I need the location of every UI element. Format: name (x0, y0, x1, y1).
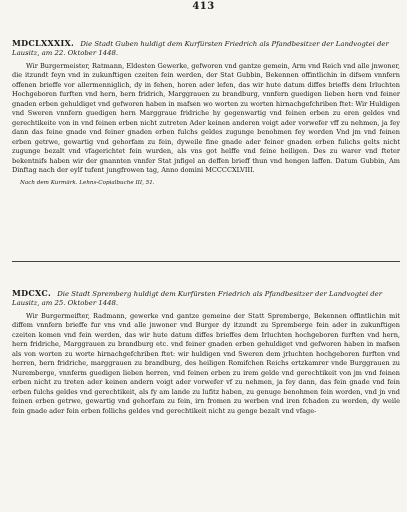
source-citation: Nach dem Kurmärk. Lehns-Copialbuche III, 51. (20, 180, 155, 187)
entry-title: Die Stadt Guben huldigt dem Kurfürsten Friedrich als Pfandbesitzer der Landvogtei der Lausitz, am 22. Oktober 1448. (12, 40, 389, 57)
entry-heading (12, 39, 400, 58)
entry-body-text: Wir Burgermeifter, Radmann, gewerke vnd gantze gemeine der Statt Spremberge, Bekennen offintlichin mit diffem vnnfern brieffe fur vns vnd alle jnwoner vnd Burger dy itzundt zu Spremberge fein ader in zukunftigen czeiten komen vnd fein werden, das wir hute datum diffes brieffes dem Irluchten hochgeboren furften vnd hern, hern fridriche, Marggrauen zu brandburg etc. vnd feiner gnaden erben gehuldiget vnd gefworen haben in mafsen als von worten zu worte hirnachgefchriben ftet: wir huldigen vnd Sweren dem jrluchten hochgeboren furften vnd herren, hern fridriche, marggrauen zu brandburg, des heiligen Romifchen Reichs ertzkamrer vnde Burggrauen zu Nuremberge, vnnferm guedigen lieben herren, vnd feinen erben zu irem gelde vnd gerechtikeit von jm vnd feinen erben nicht zu treten ader keinen andern voigt ader vorwefer vf zu nehmen, ja fey dann, das fein gnade vnd fein erben fulchs geldes vnd gerechtikeit, als fy am lande zu lufitz haben, zu genuge benohmen fein worden, vnd jn vnd feinen erben getrwe, gewartig vnd gehorfam zu fein, irn fromen zu werben vnd iren fchaden zu werden, dy weile fein gnade ader fein erben follichs geldes vnd gerechtikeit nicht zu genge bezalt vnd vfage- (12, 312, 400, 415)
entry-title: Die Stadt Spremberg huldigt dem Kurfürsten Friedrich als Pfandbesitzer der Landvogtei der Lausitz, am 25. Oktober 1448. (12, 290, 383, 307)
section-divider (12, 261, 400, 262)
entry-heading (12, 289, 400, 308)
document-entry (12, 39, 400, 187)
page-number: 413 (192, 1, 215, 12)
document-entry (12, 289, 400, 416)
entry-number: MDCLXXXIX. (12, 38, 75, 48)
entry-body-text: Wir Burgermeister, Ratmann, Eldesten Gewerke, gefworen vnd gantze gemein, Arm vnd Reich vnd alle jnwoner, die itzundt feyn vnd in zukunftigen czeiten fein werden, der Stat Gubbin, Bekennen offintlichin in difsem vnnfern offenen brieffe vor allermenniglich, dy in fehen, horen ader lefen, das wir hute datum diffes brieffs dem Irluchten Hochgeboren furften vnd hern, hern fridrich, Marggrauen zu brandburg, vnnfern guedigen lieben hern vnd feiner gnaden erben gehuldiget vnd gefworen haben in mafsen wo worten zu worten hirnachgefchriben ftet: Wir Huldigen vnd Sweren vnnfern guedigen hern Marggraue fridriche hy gegenwartig vnd feinen erben zu eren geldes vnd gerechtikeite von in vnd feinen erben nicht zutreten Ader keinen anderen voigt ader vorwefer vff zu nehmen, ja fey dann das feine gnade vnd feiner gnaden erben fulchs geldes zugunge benohmen fey worden Vnd jm vnd feinen erben getrwe, gewartig vnd gehorfam zu fein, dyweile fine gnade ader feiner gnaden erben fulichs gelts nicht zugunge bezalt vnd vfagerichtet fein wurden, als vns got helffe vnd feine heiligen. Des zu warer vnd fteter bekentnifs haben wir der gnannten vnnfer Stat jnfigel an deffen brieff thun vnd hengen laffen. Datum Gubbin, Am Dinftag nach der eylf tufent jungfrowen tag, Anno domini MCCCCXLVIII. (12, 62, 400, 174)
entry-number: MDCXC. (12, 288, 52, 298)
